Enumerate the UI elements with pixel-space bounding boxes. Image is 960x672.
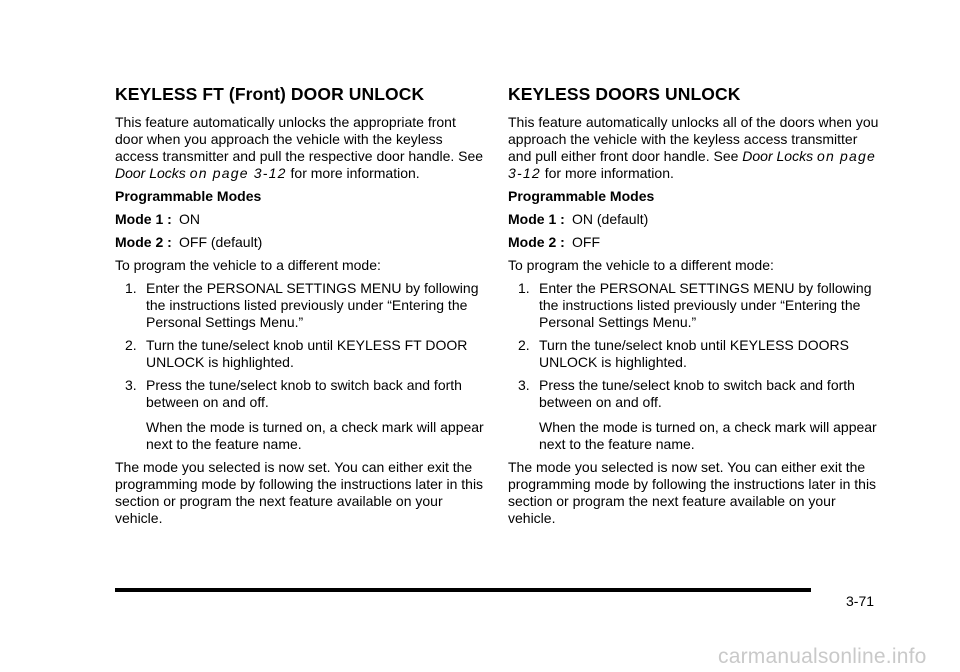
mode-1-label: Mode 1 :	[508, 211, 565, 227]
step-text: Press the tune/select knob to switch back and forth between on and off.	[539, 377, 855, 410]
intro-text-end: for more information.	[290, 165, 420, 181]
list-item	[508, 337, 880, 371]
list-item	[115, 280, 487, 331]
step-note: When the mode is turned on, a check mark will appear next to the feature name.	[539, 419, 877, 452]
closing-paragraph: The mode you selected is now set. You can either exit the programming mode by following the instructions later in this section or program the next feature available on your vehicle.	[508, 459, 877, 526]
intro-text-end: for more information.	[544, 165, 674, 181]
mode-1-label: Mode 1 :	[115, 211, 172, 227]
list-item	[115, 337, 487, 371]
cross-reference-link[interactable]: Door Locks	[742, 148, 814, 164]
step-text: Turn the tune/select knob until KEYLESS FT DOOR UNLOCK is highlighted.	[146, 337, 468, 370]
closing-paragraph: The mode you selected is now set. You can either exit the programming mode by following the instructions later in this section or program the next feature available on your vehicle.	[115, 459, 484, 526]
intro-paragraph	[115, 114, 487, 182]
program-intro: To program the vehicle to a different mode:	[508, 257, 774, 273]
mode-2-row	[115, 234, 487, 251]
step-text: Enter the PERSONAL SETTINGS MENU by following the instructions listed previously under “Entering the Personal Settings Menu.”	[539, 280, 872, 330]
mode-2-label: Mode 2 :	[115, 234, 172, 250]
left-column	[115, 84, 487, 533]
modes-heading: Programmable Modes	[508, 188, 655, 204]
list-item	[508, 280, 880, 331]
intro-paragraph	[508, 114, 880, 182]
steps-list	[115, 280, 487, 453]
list-item	[508, 377, 880, 453]
step-number: 1.	[125, 280, 137, 296]
step-number: 2.	[518, 337, 530, 353]
right-column	[508, 84, 880, 533]
cross-reference-link[interactable]: Door Locks	[115, 165, 186, 181]
steps-list	[508, 280, 880, 453]
watermark: carmanualsonline.info	[718, 645, 927, 668]
mode-2-row	[508, 234, 880, 251]
intro-text: This feature automatically unlocks all of the doors when you approach the vehicle with the keyless access transmitter and pull either front door handle. See	[508, 114, 879, 164]
mode-1-value: ON (default)	[572, 211, 649, 227]
step-number: 3.	[518, 377, 530, 393]
mode-1-value: ON	[179, 211, 200, 227]
mode-2-label: Mode 2 :	[508, 234, 565, 250]
step-text: Enter the PERSONAL SETTINGS MENU by following the instructions listed previously under “Entering the Personal Settings Menu.”	[146, 280, 479, 330]
step-note: When the mode is turned on, a check mark will appear next to the feature name.	[146, 419, 484, 452]
intro-text: This feature automatically unlocks the appropriate front door when you approach the vehicle with the keyless access transmitter and pull the respective door handle. See	[115, 114, 484, 164]
program-intro: To program the vehicle to a different mode:	[115, 257, 381, 273]
step-text: Turn the tune/select knob until KEYLESS DOORS UNLOCK is highlighted.	[539, 337, 849, 370]
step-number: 3.	[125, 377, 137, 393]
mode-1-row	[508, 211, 880, 228]
mode-2-value: OFF (default)	[179, 234, 263, 250]
mode-1-row	[115, 211, 487, 228]
section-title: KEYLESS DOORS UNLOCK	[508, 84, 741, 104]
list-item	[115, 377, 487, 453]
step-text: Press the tune/select knob to switch back and forth between on and off.	[146, 377, 462, 410]
step-number: 2.	[125, 337, 137, 353]
modes-heading: Programmable Modes	[115, 188, 262, 204]
footer-rule	[115, 588, 811, 592]
step-number: 1.	[518, 280, 530, 296]
page-number: 3-71	[846, 593, 875, 609]
section-title: KEYLESS FT (Front) DOOR UNLOCK	[115, 84, 425, 104]
cross-reference-page[interactable]: on page 3-12	[508, 148, 876, 181]
mode-2-value: OFF	[572, 234, 600, 250]
cross-reference-page[interactable]: on page 3-12	[189, 165, 287, 181]
